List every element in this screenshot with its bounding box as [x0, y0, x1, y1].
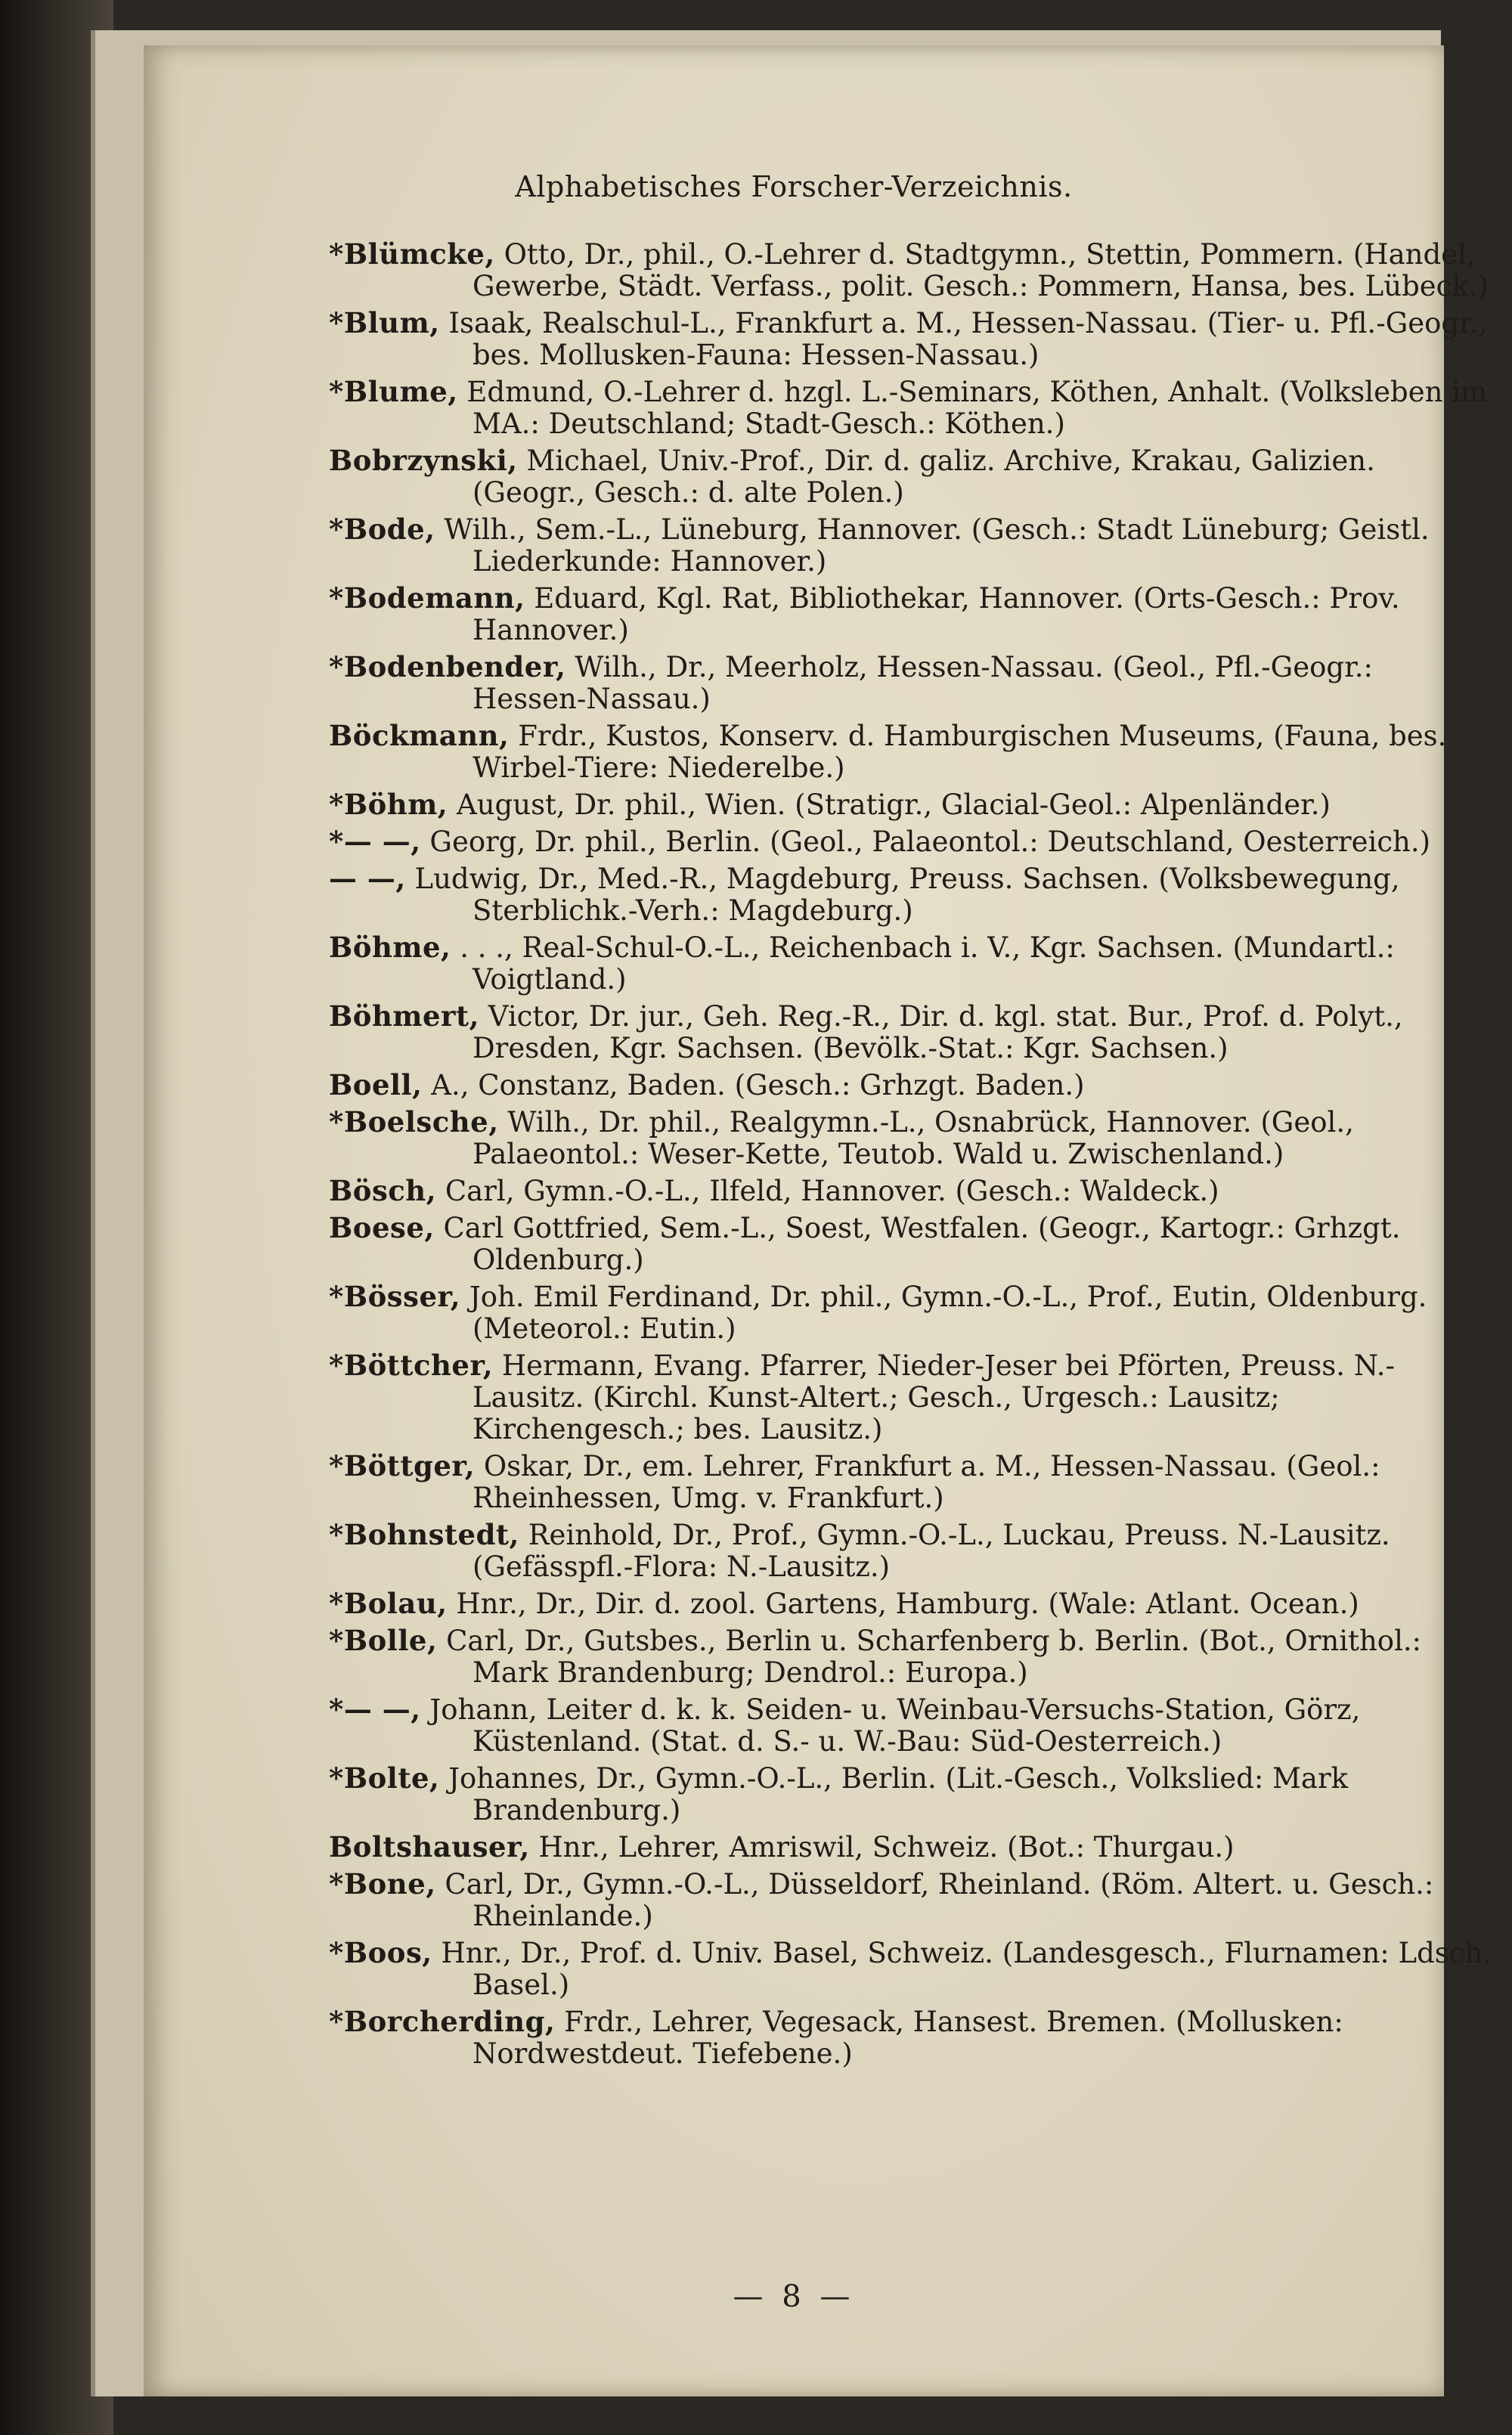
list-item: [329, 1625, 1493, 1689]
researcher-name: *Borcherding,: [329, 2005, 556, 2038]
list-item: [329, 1831, 1493, 1863]
researcher-name: Böhmert,: [329, 999, 480, 1033]
researcher-name: *Bone,: [329, 1867, 436, 1901]
researcher-name: *Bolau,: [329, 1587, 448, 1620]
list-item: [329, 931, 1493, 996]
researcher-details: Edmund, O.-Lehrer d. hzgl. L.-Seminars, Köthen, Anhalt. (Volksleben im MA.: Deutschland; Stadt-Gesch.: Köthen.): [466, 376, 1488, 440]
list-item: [329, 720, 1493, 784]
list-item: [329, 1106, 1493, 1170]
list-item: [329, 1450, 1493, 1514]
researcher-details: Carl, Dr., Gymn.-O.-L., Düsseldorf, Rheinland. (Röm. Altert. u. Gesch.: Rheinlande.): [445, 1868, 1434, 1932]
researcher-name: Böhme,: [329, 931, 451, 964]
researcher-details: Johannes, Dr., Gymn.-O.-L., Berlin. (Lit.-Gesch., Volkslied: Mark Brandenburg.): [448, 1762, 1349, 1826]
researcher-name: Bösch,: [329, 1174, 437, 1207]
list-item: [329, 238, 1493, 302]
researcher-name: Boese,: [329, 1211, 435, 1244]
researcher-details: Carl, Dr., Gutsbes., Berlin u. Scharfenberg b. Berlin. (Bot., Ornithol.: Mark Brandenburg; Dendrol.: Europa.): [446, 1625, 1422, 1689]
researcher-details: August, Dr. phil., Wien. (Stratigr., Glacial-Geol.: Alpenländer.): [457, 788, 1331, 821]
researcher-details: Ludwig, Dr., Med.-R., Magdeburg, Preuss. Sachsen. (Volksbewegung, Sterblichk.-Verh.: Magdeburg.): [414, 863, 1400, 927]
list-item: [329, 1519, 1493, 1583]
list-item: [329, 863, 1493, 927]
researcher-details: Johann, Leiter d. k. k. Seiden- u. Weinbau-Versuchs-Station, Görz, Küstenland. (Stat. d. S.- u. W.-Bau: Süd-Oesterreich.): [429, 1693, 1361, 1758]
researcher-name: *— —,: [329, 1693, 421, 1726]
researcher-name: *Böhm,: [329, 788, 448, 821]
researcher-name: *Bodenbender,: [329, 650, 566, 683]
list-item: [329, 1069, 1493, 1101]
researcher-name: *Bode,: [329, 513, 435, 546]
list-item: [329, 1868, 1493, 1932]
researcher-details: Hermann, Evang. Pfarrer, Nieder-Jeser bei Pförten, Preuss. N.-Lausitz. (Kirchl. Kunst-Altert.; Gesch., Urgesch.: Lausitz; Kirchengesch.; bes. Lausitz.): [472, 1349, 1396, 1445]
page-header: Alphabetisches Forscher-Verzeichnis.: [515, 170, 1073, 203]
researcher-details: Georg, Dr. phil., Berlin. (Geol., Palaeontol.: Deutschland, Oesterreich.): [429, 826, 1431, 858]
researcher-name: *Boos,: [329, 1936, 432, 1969]
researcher-name: *Bodemann,: [329, 581, 525, 615]
researcher-details: . . ., Real-Schul-O.-L., Reichenbach i. V., Kgr. Sachsen. (Mundartl.: Voigtland.): [460, 931, 1395, 996]
page-number: — 8 —: [733, 2279, 855, 2314]
list-item: [329, 788, 1493, 821]
list-item: [329, 376, 1493, 440]
researcher-name: *Bösser,: [329, 1280, 461, 1313]
researcher-details: Hnr., Dr., Prof. d. Univ. Basel, Schweiz. (Landesgesch., Flurnamen: Ldsch. Basel.): [441, 1937, 1492, 2001]
list-item: [329, 1281, 1493, 1345]
researcher-details: Wilh., Sem.-L., Lüneburg, Hannover. (Gesch.: Stadt Lüneburg; Geistl. Liederkunde: Hannover.): [444, 513, 1430, 578]
researcher-name: Böckmann,: [329, 719, 510, 752]
researcher-details: Frdr., Lehrer, Vegesack, Hansest. Bremen. (Mollusken: Nordwestdeut. Tiefebene.): [472, 2006, 1343, 2070]
researcher-name: *Boelsche,: [329, 1105, 499, 1139]
researcher-details: Oskar, Dr., em. Lehrer, Frankfurt a. M., Hessen-Nassau. (Geol.: Rheinhessen, Umg. v. Frankfurt.): [472, 1450, 1380, 1514]
page: [144, 45, 1492, 2396]
researcher-details: Michael, Univ.-Prof., Dir. d. galiz. Archive, Krakau, Galizien. (Geogr., Gesch.: d. alte Polen.): [472, 445, 1375, 509]
list-item: [329, 1762, 1493, 1826]
researcher-details: Otto, Dr., phil., O.-Lehrer d. Stadtgymn., Stettin, Pommern. (Handel, Gewerbe, Städt. Verfass., polit. Gesch.: Pommern, Hansa, bes. Lübeck.): [472, 238, 1489, 302]
researcher-name: — —,: [329, 862, 406, 895]
list-item: [329, 307, 1493, 371]
list-item: [329, 651, 1493, 715]
researcher-details: Hnr., Lehrer, Amriswil, Schweiz. (Bot.: Thurgau.): [538, 1831, 1235, 1863]
researcher-details: Carl Gottfried, Sem.-L., Soest, Westfalen. (Geogr., Kartogr.: Grhzgt. Oldenburg.): [443, 1212, 1401, 1276]
researcher-details: Wilh., Dr., Meerholz, Hessen-Nassau. (Geol., Pfl.-Geogr.: Hessen-Nassau.): [472, 651, 1373, 715]
researcher-name: *Blume,: [329, 375, 458, 408]
researcher-name: *Bolte,: [329, 1761, 440, 1795]
list-item: [329, 1937, 1493, 2001]
researcher-details: Joh. Emil Ferdinand, Dr. phil., Gymn.-O.-L., Prof., Eutin, Oldenburg. (Meteorol.: Eutin.): [469, 1281, 1427, 1345]
researcher-name: Bobrzynski,: [329, 444, 518, 477]
researcher-details: Frdr., Kustos, Konserv. d. Hamburgischen Museums, (Fauna, bes. Wirbel-Tiere: Niederelbe.): [472, 720, 1447, 784]
researcher-details: A., Constanz, Baden. (Gesch.: Grhzgt. Baden.): [431, 1069, 1085, 1101]
researcher-name: *Böttcher,: [329, 1349, 494, 1382]
list-item: [329, 1212, 1493, 1276]
researcher-name: *Bolle,: [329, 1624, 438, 1657]
researcher-name: *Bohnstedt,: [329, 1518, 519, 1551]
researcher-name: Boell,: [329, 1068, 423, 1101]
list-item: [329, 2006, 1493, 2070]
researcher-name: *Böttger,: [329, 1449, 476, 1482]
researcher-details: Hnr., Dr., Dir. d. zool. Gartens, Hamburg. (Wale: Atlant. Ocean.): [456, 1588, 1359, 1620]
researcher-name: Boltshauser,: [329, 1830, 530, 1863]
researcher-details: Victor, Dr. jur., Geh. Reg.-R., Dir. d. kgl. stat. Bur., Prof. d. Polyt., Dresden, Kgr. Sachsen. (Bevölk.-Stat.: Kgr. Sachsen.): [472, 1000, 1403, 1064]
researcher-details: Carl, Gymn.-O.-L., Ilfeld, Hannover. (Gesch.: Waldeck.): [445, 1175, 1219, 1207]
list-item: [329, 826, 1493, 858]
list-item: [329, 1588, 1493, 1620]
list-item: [329, 513, 1493, 578]
researcher-name: *Blümcke,: [329, 237, 495, 271]
list-item: [329, 582, 1493, 646]
researcher-details: Eduard, Kgl. Rat, Bibliothekar, Hannover. (Orts-Gesch.: Prov. Hannover.): [472, 582, 1400, 646]
researcher-name: *Blum,: [329, 306, 440, 339]
list-item: [329, 1175, 1493, 1207]
list-item: [329, 1349, 1493, 1445]
researcher-details: Wilh., Dr. phil., Realgymn.-L., Osnabrück, Hannover. (Geol., Palaeontol.: Weser-Kette, Teutob. Wald u. Zwischenland.): [472, 1106, 1354, 1170]
list-item: [329, 1693, 1493, 1758]
entry-list: [329, 238, 1493, 2074]
researcher-details: Isaak, Realschul-L., Frankfurt a. M., Hessen-Nassau. (Tier- u. Pfl.-Geogr., bes. Mollusken-Fauna: Hessen-Nassau.): [448, 307, 1488, 371]
list-item: [329, 445, 1493, 509]
researcher-name: *— —,: [329, 825, 421, 858]
researcher-details: Reinhold, Dr., Prof., Gymn.-O.-L., Luckau, Preuss. N.-Lausitz. (Gefässpfl.-Flora: N.-Lausitz.): [472, 1519, 1390, 1583]
list-item: [329, 1000, 1493, 1064]
